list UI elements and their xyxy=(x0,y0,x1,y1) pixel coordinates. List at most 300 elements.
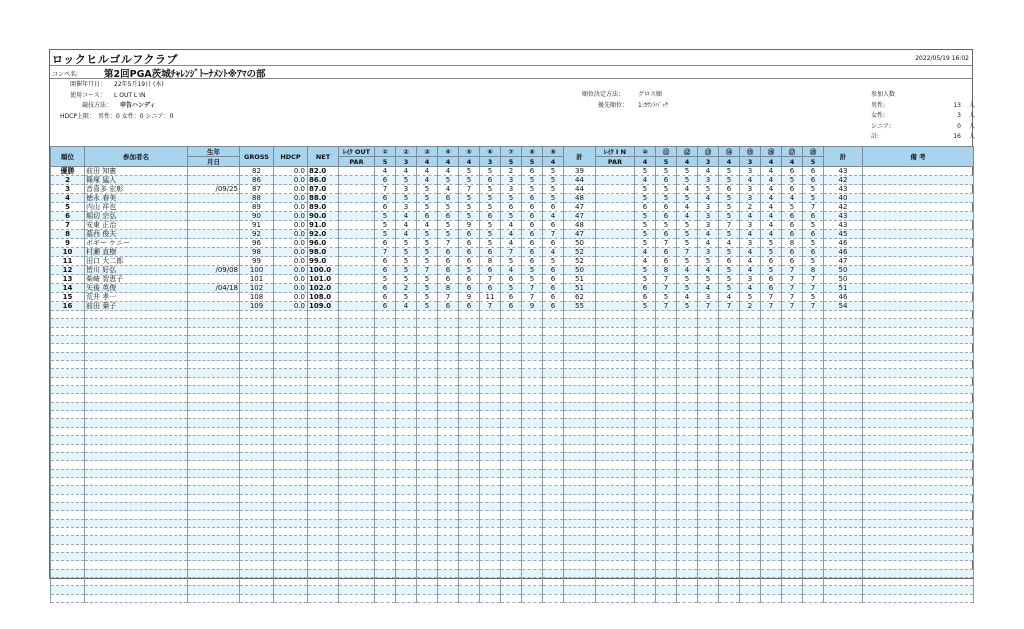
in-total-cell xyxy=(824,511,863,519)
in-score-cell xyxy=(635,336,656,344)
in-par-spacer xyxy=(596,594,635,602)
in-score-cell: 4 xyxy=(698,167,719,176)
in-score-cell xyxy=(656,369,677,377)
par-value: 4 xyxy=(677,157,698,167)
table-row xyxy=(51,578,974,586)
out-total-cell xyxy=(564,361,596,369)
table-row xyxy=(51,486,974,494)
name-cell xyxy=(85,444,188,452)
out-total-cell xyxy=(564,444,596,452)
birth-cell xyxy=(188,502,240,510)
out-total-cell xyxy=(564,511,596,519)
in-score-cell: 7 xyxy=(656,284,677,293)
out-score-cell: 6 xyxy=(480,266,501,275)
out-score-cell xyxy=(459,552,480,560)
in-score-cell xyxy=(761,544,782,552)
in-score-cell: 5 xyxy=(719,176,740,185)
out-score-cell xyxy=(438,402,459,410)
in-score-cell xyxy=(635,502,656,510)
in-score-cell xyxy=(635,544,656,552)
in-score-cell xyxy=(635,436,656,444)
out-score-cell xyxy=(459,527,480,535)
in-score-cell xyxy=(740,419,761,427)
in-par-spacer xyxy=(596,257,635,266)
in-score-cell xyxy=(677,477,698,485)
in-score-cell xyxy=(761,477,782,485)
out-par-spacer xyxy=(339,569,375,577)
remarks-cell xyxy=(863,302,974,311)
out-score-cell xyxy=(375,494,396,502)
in-score-cell xyxy=(803,361,824,369)
out-score-cell xyxy=(438,319,459,327)
in-score-cell xyxy=(782,536,803,544)
hdcp-cell xyxy=(274,402,308,410)
in-score-cell xyxy=(803,461,824,469)
in-score-cell xyxy=(803,427,824,435)
hdcp-cell xyxy=(274,477,308,485)
in-score-cell xyxy=(677,494,698,502)
out-score-cell xyxy=(543,319,564,327)
hdcp-cell xyxy=(274,594,308,602)
remarks-cell xyxy=(863,436,974,444)
in-score-cell xyxy=(719,427,740,435)
rank-cell: 10 xyxy=(51,248,85,257)
hdcp-cell: 0.0 xyxy=(274,203,308,212)
hdcp-cell xyxy=(274,377,308,385)
rank-cell: 7 xyxy=(51,221,85,230)
out-score-cell: 6 xyxy=(438,248,459,257)
in-score-cell: 7 xyxy=(782,284,803,293)
remarks-cell xyxy=(863,185,974,194)
out-score-cell xyxy=(501,586,522,594)
in-total-cell xyxy=(824,394,863,402)
date-label: 開催年月日： xyxy=(70,81,107,88)
hdcp-cell xyxy=(274,369,308,377)
net-cell: 102.0 xyxy=(308,284,339,293)
in-score-cell xyxy=(677,444,698,452)
remarks-cell xyxy=(863,411,974,419)
birth-cell xyxy=(188,477,240,485)
header-birth-top: 生年 xyxy=(188,147,240,157)
in-score-cell xyxy=(803,311,824,319)
out-score-cell xyxy=(438,544,459,552)
out-score-cell xyxy=(480,536,501,544)
in-score-cell xyxy=(761,511,782,519)
name-cell xyxy=(85,469,188,477)
in-score-cell: 6 xyxy=(782,185,803,194)
out-score-cell: 5 xyxy=(480,239,501,248)
out-score-cell xyxy=(396,427,417,435)
in-score-cell xyxy=(761,486,782,494)
out-score-cell xyxy=(543,452,564,460)
out-score-cell xyxy=(543,552,564,560)
in-par-spacer xyxy=(596,176,635,185)
in-score-cell xyxy=(761,319,782,327)
out-score-cell: 3 xyxy=(501,176,522,185)
hdcp-cell xyxy=(274,586,308,594)
out-score-cell xyxy=(501,352,522,360)
out-score-cell xyxy=(417,369,438,377)
remarks-cell xyxy=(863,311,974,319)
out-score-cell xyxy=(543,336,564,344)
in-total-cell: 42 xyxy=(824,203,863,212)
in-total-cell xyxy=(824,486,863,494)
par-value: 3 xyxy=(396,157,417,167)
header-hole-in: ⑱ xyxy=(803,147,824,157)
net-cell xyxy=(308,369,339,377)
table-row xyxy=(51,176,974,185)
out-score-cell xyxy=(438,352,459,360)
in-score-cell: 5 xyxy=(698,275,719,284)
out-score-cell: 5 xyxy=(417,185,438,194)
in-score-cell xyxy=(698,436,719,444)
in-score-cell: 7 xyxy=(803,302,824,311)
in-score-cell: 5 xyxy=(803,185,824,194)
in-score-cell xyxy=(803,436,824,444)
gross-cell xyxy=(240,344,274,352)
out-score-cell: 6 xyxy=(438,275,459,284)
out-score-cell: 4 xyxy=(501,221,522,230)
in-total-cell xyxy=(824,386,863,394)
in-score-cell xyxy=(719,494,740,502)
out-score-cell xyxy=(459,486,480,494)
table-row xyxy=(51,230,974,239)
birth-cell xyxy=(188,293,240,302)
net-cell xyxy=(308,377,339,385)
remarks-cell xyxy=(863,536,974,544)
out-par-spacer xyxy=(339,486,375,494)
out-score-cell: 4 xyxy=(396,230,417,239)
in-score-cell xyxy=(761,427,782,435)
gross-cell: 100 xyxy=(240,266,274,275)
in-score-cell: 7 xyxy=(782,302,803,311)
in-total-cell: 51 xyxy=(824,284,863,293)
in-score-cell xyxy=(656,402,677,410)
in-score-cell xyxy=(677,578,698,586)
out-score-cell: 3 xyxy=(501,185,522,194)
in-score-cell xyxy=(782,352,803,360)
table-row xyxy=(51,257,974,266)
participant-label: 女性: xyxy=(871,112,886,119)
in-score-cell xyxy=(677,402,698,410)
out-score-cell xyxy=(417,377,438,385)
net-cell xyxy=(308,327,339,335)
in-score-cell: 5 xyxy=(719,266,740,275)
in-score-cell xyxy=(698,352,719,360)
in-score-cell xyxy=(677,419,698,427)
out-score-cell: 5 xyxy=(459,203,480,212)
out-score-cell: 6 xyxy=(375,266,396,275)
birth-cell xyxy=(188,544,240,552)
par-value: 4 xyxy=(635,157,656,167)
gross-cell xyxy=(240,511,274,519)
out-score-cell xyxy=(375,327,396,335)
hdcp-cell: 0.0 xyxy=(274,302,308,311)
in-score-cell xyxy=(635,386,656,394)
in-total-cell xyxy=(824,411,863,419)
out-score-cell xyxy=(522,311,543,319)
in-score-cell: 3 xyxy=(698,212,719,221)
in-par-spacer xyxy=(596,494,635,502)
in-score-cell xyxy=(740,578,761,586)
out-score-cell: 6 xyxy=(543,203,564,212)
in-score-cell xyxy=(740,436,761,444)
in-score-cell xyxy=(698,402,719,410)
out-score-cell: 6 xyxy=(501,203,522,212)
header-hole-in: ⑯ xyxy=(761,147,782,157)
birth-cell xyxy=(188,230,240,239)
out-score-cell: 4 xyxy=(501,266,522,275)
out-total-cell xyxy=(564,427,596,435)
out-score-cell xyxy=(543,344,564,352)
in-score-cell xyxy=(677,511,698,519)
table-row xyxy=(51,519,974,527)
table-row xyxy=(51,444,974,452)
gross-cell: 108 xyxy=(240,293,274,302)
out-score-cell xyxy=(522,552,543,560)
in-par-spacer xyxy=(596,477,635,485)
out-par-spacer xyxy=(339,586,375,594)
out-score-cell xyxy=(480,594,501,602)
out-score-cell: 6 xyxy=(543,293,564,302)
out-score-cell xyxy=(480,319,501,327)
table-row xyxy=(51,302,974,311)
header-hole-out: ② xyxy=(396,147,417,157)
out-score-cell: 4 xyxy=(375,167,396,176)
in-score-cell xyxy=(656,477,677,485)
out-score-cell xyxy=(375,344,396,352)
in-score-cell: 3 xyxy=(698,221,719,230)
net-cell: 99.0 xyxy=(308,257,339,266)
name-cell xyxy=(85,461,188,469)
in-score-cell xyxy=(656,444,677,452)
in-par-spacer xyxy=(596,185,635,194)
gross-cell xyxy=(240,436,274,444)
gross-cell xyxy=(240,377,274,385)
method-label: 競技方法： xyxy=(82,102,113,109)
out-score-cell xyxy=(501,444,522,452)
gross-cell: 82 xyxy=(240,167,274,176)
out-score-cell xyxy=(417,427,438,435)
out-score-cell: 7 xyxy=(417,266,438,275)
out-par-spacer xyxy=(339,411,375,419)
birth-cell xyxy=(188,444,240,452)
out-total-cell: 44 xyxy=(564,176,596,185)
out-score-cell xyxy=(375,444,396,452)
out-score-cell xyxy=(543,469,564,477)
remarks-cell xyxy=(863,266,974,275)
out-score-cell xyxy=(501,327,522,335)
in-score-cell: 6 xyxy=(761,275,782,284)
out-score-cell: 6 xyxy=(438,266,459,275)
table-row xyxy=(51,419,974,427)
in-score-cell xyxy=(635,344,656,352)
out-score-cell xyxy=(396,327,417,335)
in-score-cell xyxy=(635,311,656,319)
birth-cell xyxy=(188,536,240,544)
in-score-cell xyxy=(677,527,698,535)
gross-cell xyxy=(240,578,274,586)
in-total-cell xyxy=(824,594,863,602)
in-par-spacer xyxy=(596,352,635,360)
out-score-cell xyxy=(438,361,459,369)
hdcp-cell xyxy=(274,394,308,402)
printed-timestamp: 2022/05/19 16:02 xyxy=(915,55,969,62)
in-score-cell xyxy=(782,452,803,460)
out-score-cell xyxy=(417,586,438,594)
out-score-cell: 6 xyxy=(522,221,543,230)
rank-cell xyxy=(51,394,85,402)
in-score-cell xyxy=(698,469,719,477)
in-score-cell xyxy=(719,352,740,360)
out-par-spacer xyxy=(339,394,375,402)
in-score-cell xyxy=(635,552,656,560)
out-score-cell xyxy=(375,377,396,385)
out-par-spacer xyxy=(339,319,375,327)
net-cell: 87.0 xyxy=(308,185,339,194)
gross-cell xyxy=(240,352,274,360)
in-score-cell: 5 xyxy=(635,275,656,284)
in-score-cell: 7 xyxy=(782,293,803,302)
table-row xyxy=(51,266,974,275)
in-par-spacer xyxy=(596,536,635,544)
rank-cell xyxy=(51,544,85,552)
in-score-cell xyxy=(677,469,698,477)
par-value: 5 xyxy=(501,157,522,167)
net-cell xyxy=(308,578,339,586)
out-score-cell: 5 xyxy=(417,257,438,266)
out-score-cell xyxy=(480,361,501,369)
out-score-cell xyxy=(438,452,459,460)
table-body xyxy=(51,167,974,603)
out-score-cell xyxy=(501,452,522,460)
out-score-cell xyxy=(459,377,480,385)
out-score-cell: 5 xyxy=(417,284,438,293)
out-score-cell: 6 xyxy=(375,293,396,302)
in-score-cell xyxy=(740,427,761,435)
net-cell: 90.0 xyxy=(308,212,339,221)
header-hole-in: ⑫ xyxy=(677,147,698,157)
in-score-cell: 5 xyxy=(677,194,698,203)
out-score-cell xyxy=(375,369,396,377)
birth-cell xyxy=(188,461,240,469)
out-score-cell xyxy=(375,544,396,552)
in-score-cell: 3 xyxy=(740,167,761,176)
gross-cell: 102 xyxy=(240,284,274,293)
out-score-cell xyxy=(459,519,480,527)
in-score-cell xyxy=(719,344,740,352)
rank-cell: 3 xyxy=(51,185,85,194)
gross-cell xyxy=(240,394,274,402)
birth-cell xyxy=(188,519,240,527)
gross-cell xyxy=(240,311,274,319)
remarks-cell xyxy=(863,284,974,293)
in-score-cell: 5 xyxy=(677,257,698,266)
out-score-cell: 6 xyxy=(522,239,543,248)
par-value: 5 xyxy=(803,157,824,167)
out-score-cell xyxy=(543,419,564,427)
out-score-cell xyxy=(459,394,480,402)
out-score-cell xyxy=(501,561,522,569)
in-score-cell xyxy=(698,394,719,402)
out-score-cell xyxy=(417,469,438,477)
in-score-cell: 6 xyxy=(656,176,677,185)
in-par-spacer xyxy=(596,519,635,527)
in-score-cell xyxy=(740,569,761,577)
in-score-cell xyxy=(719,502,740,510)
header-gross: GROSS xyxy=(240,147,274,167)
in-score-cell xyxy=(803,477,824,485)
hdcp-cell xyxy=(274,561,308,569)
gross-cell xyxy=(240,461,274,469)
in-score-cell: 6 xyxy=(635,293,656,302)
birth-cell xyxy=(188,194,240,203)
rank-cell: 12 xyxy=(51,266,85,275)
out-score-cell: 5 xyxy=(459,176,480,185)
table-row xyxy=(51,361,974,369)
in-score-cell: 4 xyxy=(782,194,803,203)
out-score-cell: 6 xyxy=(459,248,480,257)
gross-cell: 92 xyxy=(240,230,274,239)
out-score-cell: 6 xyxy=(459,239,480,248)
in-score-cell xyxy=(761,552,782,560)
in-total-cell: 50 xyxy=(824,275,863,284)
in-par-spacer xyxy=(596,194,635,203)
out-par-spacer xyxy=(339,293,375,302)
in-score-cell xyxy=(656,569,677,577)
name-cell: 前田 葉子 xyxy=(85,302,188,311)
in-total-cell xyxy=(824,569,863,577)
in-score-cell: 5 xyxy=(635,266,656,275)
hdcp-cell xyxy=(274,336,308,344)
name-cell xyxy=(85,477,188,485)
net-cell xyxy=(308,402,339,410)
in-score-cell xyxy=(782,336,803,344)
in-total-cell: 43 xyxy=(824,221,863,230)
in-score-cell: 5 xyxy=(635,239,656,248)
in-score-cell xyxy=(635,402,656,410)
out-total-cell: 39 xyxy=(564,167,596,176)
out-score-cell xyxy=(396,594,417,602)
in-score-cell xyxy=(635,352,656,360)
out-score-cell: 5 xyxy=(522,266,543,275)
out-score-cell: 5 xyxy=(459,212,480,221)
out-total-cell: 52 xyxy=(564,248,596,257)
remarks-cell xyxy=(863,293,974,302)
in-score-cell xyxy=(656,336,677,344)
in-score-cell xyxy=(740,361,761,369)
in-score-cell xyxy=(656,594,677,602)
in-score-cell xyxy=(803,352,824,360)
in-score-cell xyxy=(740,561,761,569)
in-score-cell: 4 xyxy=(698,266,719,275)
out-score-cell: 2 xyxy=(501,167,522,176)
name-cell xyxy=(85,386,188,394)
out-total-cell xyxy=(564,469,596,477)
in-total-cell xyxy=(824,336,863,344)
in-score-cell: 6 xyxy=(719,185,740,194)
gross-cell: 91 xyxy=(240,221,274,230)
out-score-cell xyxy=(375,578,396,586)
out-score-cell xyxy=(501,477,522,485)
out-score-cell: 4 xyxy=(438,185,459,194)
remarks-cell xyxy=(863,394,974,402)
remarks-cell xyxy=(863,452,974,460)
out-score-cell: 5 xyxy=(396,194,417,203)
in-score-cell: 5 xyxy=(635,185,656,194)
out-score-cell: 5 xyxy=(438,230,459,239)
out-score-cell: 5 xyxy=(480,194,501,203)
